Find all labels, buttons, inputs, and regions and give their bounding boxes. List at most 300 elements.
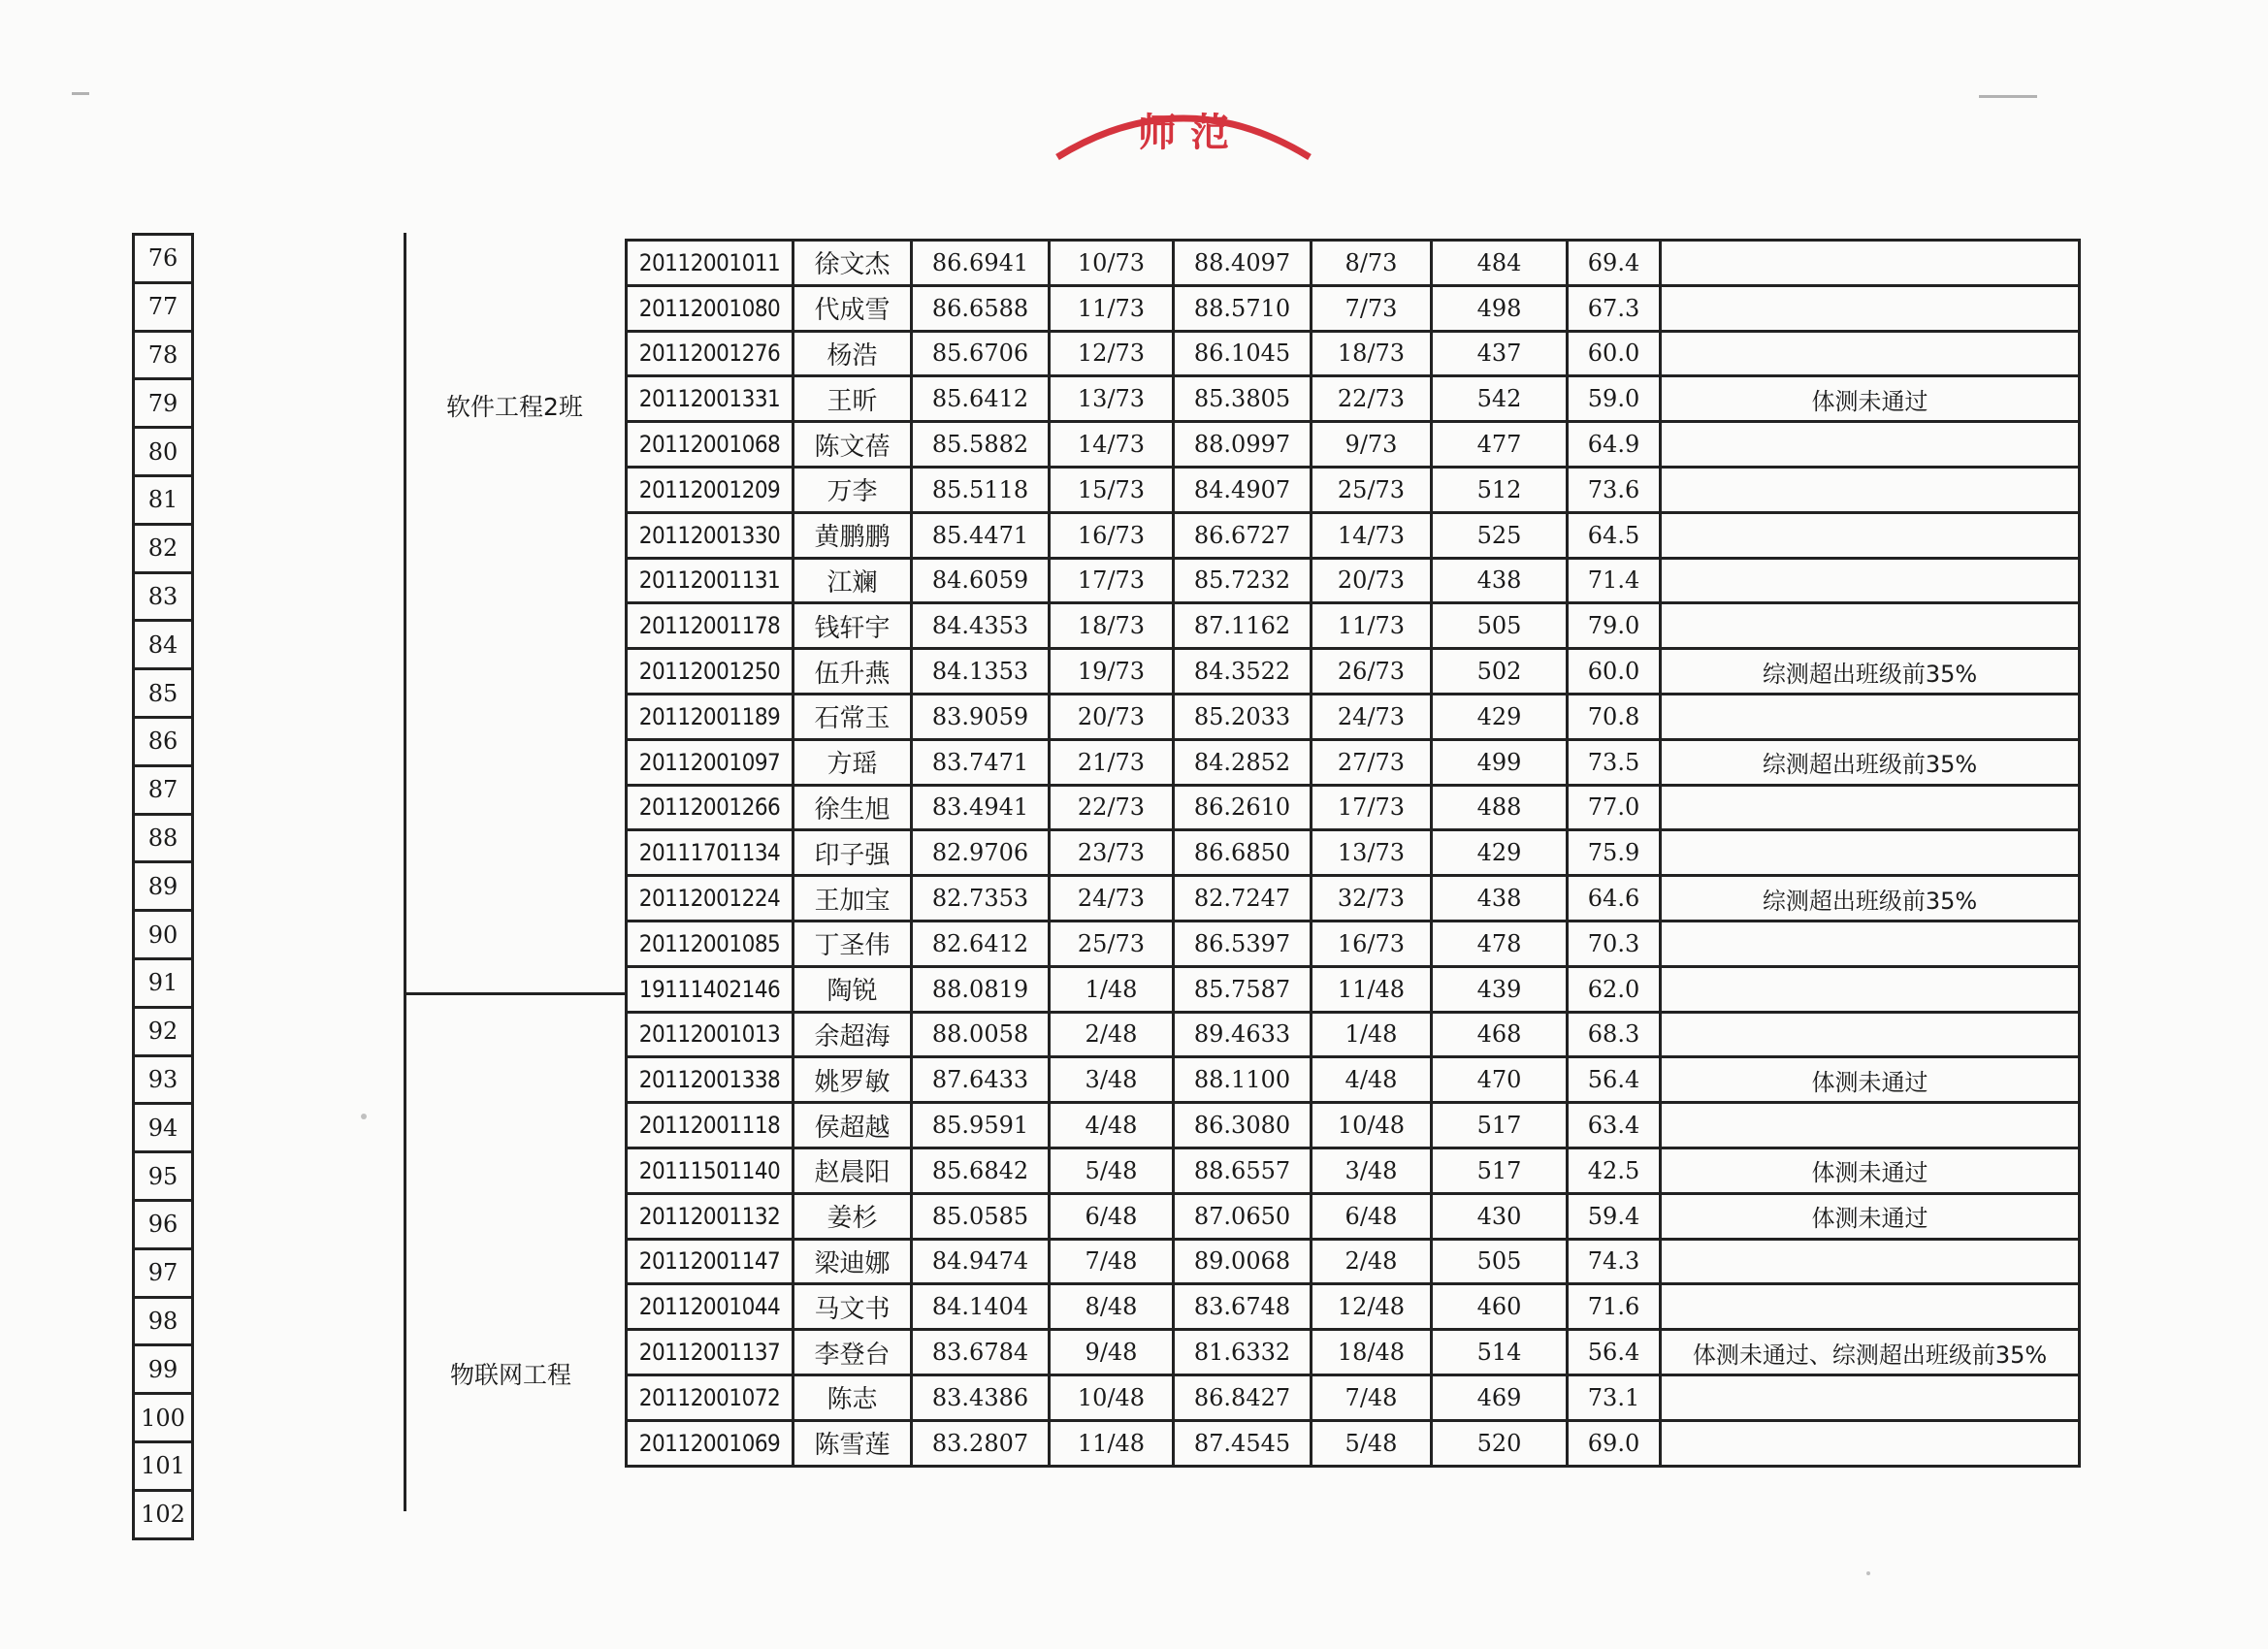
remark-cell	[1661, 1239, 2080, 1284]
table-row	[627, 876, 2080, 922]
remark-cell: 综测超出班级前35%	[1661, 876, 2080, 922]
score1-cell: 84.4353	[912, 603, 1050, 649]
table-row	[627, 331, 2080, 376]
rank1-cell: 4/48	[1050, 1103, 1174, 1148]
rank2-cell: 13/73	[1312, 830, 1432, 876]
student-id-cell: 20112001224	[627, 876, 794, 922]
value-cell: 430	[1432, 1193, 1568, 1239]
score1-cell: 84.1353	[912, 649, 1050, 695]
rank1-cell: 19/73	[1050, 649, 1174, 695]
score2-cell: 86.6727	[1174, 512, 1312, 558]
student-name-cell: 侯超越	[794, 1103, 912, 1148]
rank2-cell: 4/48	[1312, 1057, 1432, 1103]
value2-cell: 59.4	[1568, 1193, 1661, 1239]
score1-cell: 83.7471	[912, 739, 1050, 785]
student-id-cell: 20112001068	[627, 422, 794, 468]
table-row	[627, 1420, 2080, 1466]
student-id-cell: 20112001011	[627, 241, 794, 286]
rank2-cell: 2/48	[1312, 1239, 1432, 1284]
remark-cell	[1661, 1012, 2080, 1057]
rank2-cell: 14/73	[1312, 512, 1432, 558]
student-name-cell: 陈志	[794, 1374, 912, 1420]
student-id-cell: 20112001338	[627, 1057, 794, 1103]
score2-cell: 84.4907	[1174, 467, 1312, 512]
group-separator	[404, 992, 627, 995]
score2-cell: 89.4633	[1174, 1012, 1312, 1057]
student-name-cell: 黄鹏鹏	[794, 512, 912, 558]
student-name-cell: 王加宝	[794, 876, 912, 922]
value2-cell: 56.4	[1568, 1330, 1661, 1375]
remark-cell	[1661, 331, 2080, 376]
value2-cell: 75.9	[1568, 830, 1661, 876]
row-number-cell: 77	[135, 284, 191, 333]
value2-cell: 67.3	[1568, 285, 1661, 331]
rank2-cell: 22/73	[1312, 376, 1432, 422]
score2-cell: 85.7232	[1174, 558, 1312, 603]
remark-cell	[1661, 512, 2080, 558]
score1-cell: 83.4386	[912, 1374, 1050, 1420]
scan-speck	[1866, 1571, 1870, 1575]
score2-cell: 86.5397	[1174, 921, 1312, 966]
score1-cell: 85.4471	[912, 512, 1050, 558]
row-number-cell: 93	[135, 1057, 191, 1106]
student-id-cell: 20112001250	[627, 649, 794, 695]
score2-cell: 86.2610	[1174, 785, 1312, 830]
rank1-cell: 2/48	[1050, 1012, 1174, 1057]
rank1-cell: 11/48	[1050, 1420, 1174, 1466]
row-number-cell: 79	[135, 380, 191, 429]
value2-cell: 73.6	[1568, 467, 1661, 512]
row-number-cell: 99	[135, 1346, 191, 1395]
value2-cell: 73.1	[1568, 1374, 1661, 1420]
student-name-cell: 石常玉	[794, 694, 912, 739]
remark-cell	[1661, 830, 2080, 876]
score2-cell: 82.7247	[1174, 876, 1312, 922]
student-id-cell: 20112001178	[627, 603, 794, 649]
table-row	[627, 1103, 2080, 1148]
value2-cell: 56.4	[1568, 1057, 1661, 1103]
group-label-software-2: 软件工程2班	[446, 393, 583, 421]
remark-cell	[1661, 603, 2080, 649]
score2-cell: 86.8427	[1174, 1374, 1312, 1420]
score2-cell: 88.4097	[1174, 241, 1312, 286]
row-number-cell: 87	[135, 767, 191, 816]
rank2-cell: 6/48	[1312, 1193, 1432, 1239]
score2-cell: 87.4545	[1174, 1420, 1312, 1466]
value2-cell: 59.0	[1568, 376, 1661, 422]
student-id-cell: 20112001085	[627, 921, 794, 966]
row-number-cell: 81	[135, 477, 191, 526]
rank1-cell: 21/73	[1050, 739, 1174, 785]
value2-cell: 64.9	[1568, 422, 1661, 468]
student-name-cell: 万李	[794, 467, 912, 512]
score2-cell: 85.3805	[1174, 376, 1312, 422]
value2-cell: 71.4	[1568, 558, 1661, 603]
rank2-cell: 11/73	[1312, 603, 1432, 649]
student-name-cell: 钱轩宇	[794, 603, 912, 649]
student-name-cell: 马文书	[794, 1284, 912, 1330]
row-number-cell: 89	[135, 863, 191, 912]
remark-cell	[1661, 558, 2080, 603]
value2-cell: 73.5	[1568, 739, 1661, 785]
row-number-cell: 76	[135, 236, 191, 284]
group-label-iot: 物联网工程	[450, 1361, 572, 1389]
value2-cell: 64.5	[1568, 512, 1661, 558]
score1-cell: 85.9591	[912, 1103, 1050, 1148]
score1-cell: 82.9706	[912, 830, 1050, 876]
row-number-cell: 95	[135, 1153, 191, 1202]
rank2-cell: 1/48	[1312, 1012, 1432, 1057]
remark-cell: 综测超出班级前35%	[1661, 739, 2080, 785]
score1-cell: 84.1404	[912, 1284, 1050, 1330]
table-row	[627, 830, 2080, 876]
remark-cell	[1661, 241, 2080, 286]
table-row	[627, 558, 2080, 603]
row-number-cell: 101	[135, 1443, 191, 1492]
rank1-cell: 10/48	[1050, 1374, 1174, 1420]
value-cell: 438	[1432, 876, 1568, 922]
rank1-cell: 11/73	[1050, 285, 1174, 331]
score2-cell: 88.6557	[1174, 1148, 1312, 1193]
student-name-cell: 印子强	[794, 830, 912, 876]
rank2-cell: 20/73	[1312, 558, 1432, 603]
value-cell: 429	[1432, 694, 1568, 739]
table-row	[627, 512, 2080, 558]
student-id-cell: 20112001118	[627, 1103, 794, 1148]
student-name-cell: 徐文杰	[794, 241, 912, 286]
rank1-cell: 23/73	[1050, 830, 1174, 876]
student-name-cell: 余超海	[794, 1012, 912, 1057]
student-id-cell: 20112001266	[627, 785, 794, 830]
student-id-cell: 20112001072	[627, 1374, 794, 1420]
table-row	[627, 1193, 2080, 1239]
score1-cell: 85.0585	[912, 1193, 1050, 1239]
student-id-cell: 20112001189	[627, 694, 794, 739]
value-cell: 460	[1432, 1284, 1568, 1330]
student-id-cell: 20112001147	[627, 1239, 794, 1284]
value2-cell: 63.4	[1568, 1103, 1661, 1148]
value2-cell: 68.3	[1568, 1012, 1661, 1057]
value2-cell: 79.0	[1568, 603, 1661, 649]
remark-cell	[1661, 285, 2080, 331]
student-name-cell: 赵晨阳	[794, 1148, 912, 1193]
score1-cell: 85.6706	[912, 331, 1050, 376]
value-cell: 499	[1432, 739, 1568, 785]
row-number-cell: 91	[135, 960, 191, 1009]
remark-cell	[1661, 1374, 2080, 1420]
score2-cell: 81.6332	[1174, 1330, 1312, 1375]
rank2-cell: 8/73	[1312, 241, 1432, 286]
table-row	[627, 966, 2080, 1012]
row-number-cell: 97	[135, 1250, 191, 1299]
value-cell: 502	[1432, 649, 1568, 695]
value2-cell: 70.8	[1568, 694, 1661, 739]
score1-cell: 85.5118	[912, 467, 1050, 512]
score2-cell: 84.3522	[1174, 649, 1312, 695]
rank2-cell: 7/48	[1312, 1374, 1432, 1420]
rank2-cell: 11/48	[1312, 966, 1432, 1012]
student-name-cell: 陈雪莲	[794, 1420, 912, 1466]
value-cell: 478	[1432, 921, 1568, 966]
remark-cell	[1661, 1103, 2080, 1148]
row-number-cell: 84	[135, 622, 191, 670]
student-name-cell: 江斓	[794, 558, 912, 603]
value2-cell: 64.6	[1568, 876, 1661, 922]
table-row	[627, 649, 2080, 695]
value-cell: 498	[1432, 285, 1568, 331]
table-row	[627, 603, 2080, 649]
remark-cell	[1661, 694, 2080, 739]
score1-cell: 82.6412	[912, 921, 1050, 966]
row-number-cell: 90	[135, 912, 191, 960]
student-name-cell: 陶锐	[794, 966, 912, 1012]
remark-cell: 体测未通过	[1661, 1057, 2080, 1103]
student-id-cell: 20111501140	[627, 1148, 794, 1193]
score1-cell: 85.6412	[912, 376, 1050, 422]
value-cell: 439	[1432, 966, 1568, 1012]
value-cell: 505	[1432, 1239, 1568, 1284]
score1-cell: 82.7353	[912, 876, 1050, 922]
rank2-cell: 27/73	[1312, 739, 1432, 785]
rank1-cell: 9/48	[1050, 1330, 1174, 1375]
value2-cell: 70.3	[1568, 921, 1661, 966]
remark-cell: 体测未通过	[1661, 376, 2080, 422]
score1-cell: 88.0819	[912, 966, 1050, 1012]
rank1-cell: 20/73	[1050, 694, 1174, 739]
row-number-cell: 94	[135, 1105, 191, 1153]
value-cell: 469	[1432, 1374, 1568, 1420]
score1-cell: 85.5882	[912, 422, 1050, 468]
student-id-cell: 20112001131	[627, 558, 794, 603]
score2-cell: 86.6850	[1174, 830, 1312, 876]
value-cell: 484	[1432, 241, 1568, 286]
rank2-cell: 16/73	[1312, 921, 1432, 966]
rank1-cell: 5/48	[1050, 1148, 1174, 1193]
table-row	[627, 467, 2080, 512]
student-name-cell: 姜杉	[794, 1193, 912, 1239]
rank2-cell: 12/48	[1312, 1284, 1432, 1330]
rank1-cell: 15/73	[1050, 467, 1174, 512]
student-id-cell: 20111701134	[627, 830, 794, 876]
score2-cell: 88.1100	[1174, 1057, 1312, 1103]
rank1-cell: 14/73	[1050, 422, 1174, 468]
score2-cell: 86.3080	[1174, 1103, 1312, 1148]
row-number-cell: 83	[135, 574, 191, 623]
rank2-cell: 9/73	[1312, 422, 1432, 468]
rank2-cell: 18/73	[1312, 331, 1432, 376]
student-name-cell: 徐生旭	[794, 785, 912, 830]
student-id-cell: 20112001080	[627, 285, 794, 331]
student-name-cell: 陈文蓓	[794, 422, 912, 468]
row-number-cell: 88	[135, 816, 191, 864]
student-name-cell: 梁迪娜	[794, 1239, 912, 1284]
remark-cell	[1661, 966, 2080, 1012]
value-cell: 517	[1432, 1103, 1568, 1148]
value-cell: 520	[1432, 1420, 1568, 1466]
table-row	[627, 285, 2080, 331]
value2-cell: 69.4	[1568, 241, 1661, 286]
value-cell: 437	[1432, 331, 1568, 376]
rank1-cell: 6/48	[1050, 1193, 1174, 1239]
rank1-cell: 8/48	[1050, 1284, 1174, 1330]
scan-edge-mark-left	[72, 92, 89, 95]
table-row	[627, 1374, 2080, 1420]
score-table	[625, 239, 2081, 1468]
rank1-cell: 10/73	[1050, 241, 1174, 286]
rank2-cell: 17/73	[1312, 785, 1432, 830]
table-row	[627, 1239, 2080, 1284]
scan-edge-mark-right	[1979, 95, 2037, 98]
rank1-cell: 17/73	[1050, 558, 1174, 603]
remark-cell: 体测未通过	[1661, 1148, 2080, 1193]
value2-cell: 74.3	[1568, 1239, 1661, 1284]
rank2-cell: 7/73	[1312, 285, 1432, 331]
student-id-cell: 20112001209	[627, 467, 794, 512]
table-row	[627, 694, 2080, 739]
student-name-cell: 姚罗敏	[794, 1057, 912, 1103]
value-cell: 517	[1432, 1148, 1568, 1193]
remark-cell	[1661, 422, 2080, 468]
score2-cell: 85.7587	[1174, 966, 1312, 1012]
rank1-cell: 18/73	[1050, 603, 1174, 649]
value-cell: 488	[1432, 785, 1568, 830]
table-row	[627, 1330, 2080, 1375]
rank2-cell: 3/48	[1312, 1148, 1432, 1193]
row-number-cell: 100	[135, 1395, 191, 1443]
row-number-column	[132, 233, 194, 1540]
student-id-cell: 20112001132	[627, 1193, 794, 1239]
score1-cell: 84.6059	[912, 558, 1050, 603]
rank2-cell: 5/48	[1312, 1420, 1432, 1466]
remark-cell: 体测未通过	[1661, 1193, 2080, 1239]
score1-cell: 88.0058	[912, 1012, 1050, 1057]
value-cell: 438	[1432, 558, 1568, 603]
score2-cell: 88.5710	[1174, 285, 1312, 331]
remark-cell	[1661, 1284, 2080, 1330]
score2-cell: 86.1045	[1174, 331, 1312, 376]
score2-cell: 83.6748	[1174, 1284, 1312, 1330]
score1-cell: 86.6941	[912, 241, 1050, 286]
score2-cell: 84.2852	[1174, 739, 1312, 785]
student-id-cell: 20112001276	[627, 331, 794, 376]
table-row	[627, 1148, 2080, 1193]
row-number-cell: 96	[135, 1202, 191, 1250]
row-number-cell: 98	[135, 1299, 191, 1347]
student-id-cell: 20112001330	[627, 512, 794, 558]
rank2-cell: 25/73	[1312, 467, 1432, 512]
remark-cell: 综测超出班级前35%	[1661, 649, 2080, 695]
student-id-cell: 19111402146	[627, 966, 794, 1012]
value-cell: 542	[1432, 376, 1568, 422]
value2-cell: 60.0	[1568, 331, 1661, 376]
table-row	[627, 241, 2080, 286]
value-cell: 514	[1432, 1330, 1568, 1375]
row-number-cell: 80	[135, 429, 191, 477]
rank2-cell: 24/73	[1312, 694, 1432, 739]
score2-cell: 87.0650	[1174, 1193, 1312, 1239]
rank2-cell: 26/73	[1312, 649, 1432, 695]
row-number-cell: 85	[135, 670, 191, 719]
student-id-cell: 20112001044	[627, 1284, 794, 1330]
table-row	[627, 1012, 2080, 1057]
remark-cell	[1661, 785, 2080, 830]
value2-cell: 62.0	[1568, 966, 1661, 1012]
value2-cell: 60.0	[1568, 649, 1661, 695]
row-number-cell: 102	[135, 1492, 191, 1540]
rank1-cell: 3/48	[1050, 1057, 1174, 1103]
score1-cell: 84.9474	[912, 1239, 1050, 1284]
table-row	[627, 785, 2080, 830]
row-number-cell: 86	[135, 719, 191, 767]
rank1-cell: 13/73	[1050, 376, 1174, 422]
value-cell: 525	[1432, 512, 1568, 558]
rank2-cell: 10/48	[1312, 1103, 1432, 1148]
student-id-cell: 20112001097	[627, 739, 794, 785]
student-name-cell: 丁圣伟	[794, 921, 912, 966]
value2-cell: 69.0	[1568, 1420, 1661, 1466]
score1-cell: 83.9059	[912, 694, 1050, 739]
rank2-cell: 18/48	[1312, 1330, 1432, 1375]
rank1-cell: 22/73	[1050, 785, 1174, 830]
table-row	[627, 1057, 2080, 1103]
student-id-cell: 20112001013	[627, 1012, 794, 1057]
score1-cell: 85.6842	[912, 1148, 1050, 1193]
stamp-text: 师 范	[1138, 110, 1229, 155]
score1-cell: 83.6784	[912, 1330, 1050, 1375]
rank1-cell: 24/73	[1050, 876, 1174, 922]
student-name-cell: 李登台	[794, 1330, 912, 1375]
rank2-cell: 32/73	[1312, 876, 1432, 922]
value-cell: 477	[1432, 422, 1568, 468]
value2-cell: 77.0	[1568, 785, 1661, 830]
group-column-left-border	[404, 233, 406, 1511]
score2-cell: 87.1162	[1174, 603, 1312, 649]
score1-cell: 83.4941	[912, 785, 1050, 830]
remark-cell	[1661, 467, 2080, 512]
table-row	[627, 739, 2080, 785]
score2-cell: 88.0997	[1174, 422, 1312, 468]
value2-cell: 71.6	[1568, 1284, 1661, 1330]
student-name-cell: 杨浩	[794, 331, 912, 376]
rank1-cell: 25/73	[1050, 921, 1174, 966]
remark-cell	[1661, 921, 2080, 966]
table-row	[627, 376, 2080, 422]
value2-cell: 42.5	[1568, 1148, 1661, 1193]
scan-speck	[361, 1114, 367, 1119]
table-row	[627, 422, 2080, 468]
row-number-cell: 78	[135, 333, 191, 381]
student-id-cell: 20112001069	[627, 1420, 794, 1466]
red-seal-stamp	[1048, 89, 1319, 167]
remark-cell: 体测未通过、综测超出班级前35%	[1661, 1330, 2080, 1375]
table-row	[627, 921, 2080, 966]
rank1-cell: 16/73	[1050, 512, 1174, 558]
score1-cell: 87.6433	[912, 1057, 1050, 1103]
value-cell: 512	[1432, 467, 1568, 512]
score2-cell: 89.0068	[1174, 1239, 1312, 1284]
score2-cell: 85.2033	[1174, 694, 1312, 739]
student-name-cell: 代成雪	[794, 285, 912, 331]
student-name-cell: 伍升燕	[794, 649, 912, 695]
score1-cell: 83.2807	[912, 1420, 1050, 1466]
remark-cell	[1661, 1420, 2080, 1466]
value-cell: 429	[1432, 830, 1568, 876]
table-row	[627, 1284, 2080, 1330]
value-cell: 470	[1432, 1057, 1568, 1103]
score1-cell: 86.6588	[912, 285, 1050, 331]
row-number-cell: 92	[135, 1009, 191, 1057]
rank1-cell: 12/73	[1050, 331, 1174, 376]
